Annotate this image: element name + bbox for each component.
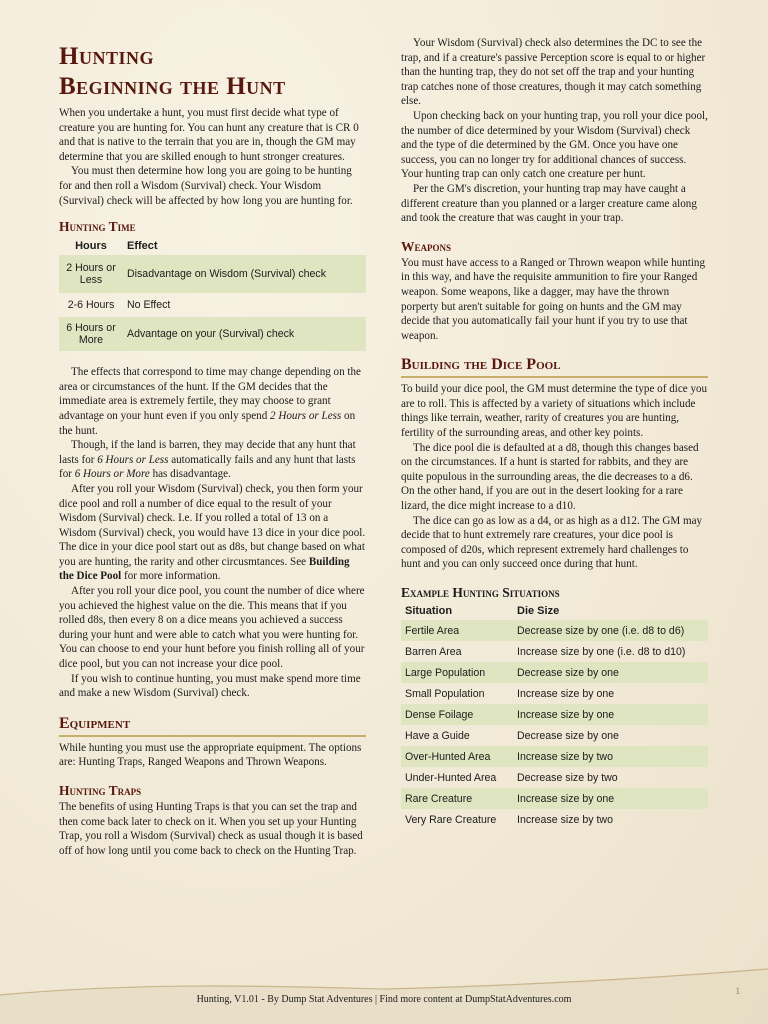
table-row xyxy=(401,809,708,830)
situation-cell: Dense Foilage xyxy=(401,704,513,725)
die-cell: Increase size by one (i.e. d8 to d10) xyxy=(517,645,686,658)
situation-cell: Under-Hunted Area xyxy=(405,771,497,784)
equipment-heading: Equipment xyxy=(59,714,366,737)
body-paragraph: Though, if the land is barren, they may decide that any hunt that lasts for 6 Hours or Less automatically fails and any hunt that lasts for 6 Hours or More has disadvantage. xyxy=(59,439,356,481)
situation-cell: Small Population xyxy=(405,687,485,700)
situation-cell: Over-Hunted Area xyxy=(401,746,513,767)
hours-cell: 2-6 Hours xyxy=(67,299,115,312)
effect-cell: No Effect xyxy=(127,299,171,312)
column-header-die-size: Die Size xyxy=(517,605,560,617)
hours-cell: 2 Hours or Less xyxy=(59,255,123,293)
situation-cell: Rare Creature xyxy=(401,788,513,809)
dice-pool-heading: Building the Dice Pool xyxy=(401,355,708,378)
dice-pool-paragraph: The dice can go as low as a d4, or as high as a d12. The GM may decide that to hunt extremely rare creatures, your dice pool is composed of d20s, which represent extremely hard challenges to hunt and you can only succeed once during that hunt. xyxy=(401,514,703,571)
table-row xyxy=(401,725,708,746)
left-column xyxy=(59,38,366,858)
hunting-time-table xyxy=(59,237,366,351)
table-row xyxy=(59,293,366,317)
effect-cell: Disadvantage on Wisdom (Survival) check xyxy=(123,255,366,293)
die-cell: Increase size by one xyxy=(513,704,708,725)
die-cell: Increase size by one xyxy=(517,687,615,700)
column-header-effect: Effect xyxy=(127,240,158,253)
die-cell: Decrease size by one xyxy=(513,662,708,683)
die-cell: Decrease size by two xyxy=(517,771,618,784)
body-paragraph: The effects that correspond to time may change depending on the area or circumstances of the hunt. If the GM decides that the immediate area is extremely fertile, they may choose to grant advantage on your hunt even if you only spend 2 Hours or Less on the hunt. xyxy=(59,366,361,437)
situation-cell: Fertile Area xyxy=(401,620,513,641)
traps-paragraph: The benefits of using Hunting Traps is that you can set the trap and then come back later to check on it. When you set up your Hunting Trap, you roll a Wisdom (Survival) check as usual though it is based off of how long until you come back to check on the Hunting Trap. xyxy=(59,801,363,857)
table-row xyxy=(401,662,708,683)
die-cell: Increase size by two xyxy=(513,746,708,767)
traps-paragraph: Your Wisdom (Survival) check also determines the DC to see the trap, and if a creature's passive Perception score is equal to or higher than the hunting trap, they do not set off the trap and your hunting trap catches none of those creatures, though it may catch something else. xyxy=(401,37,706,108)
die-cell: Increase size by one xyxy=(513,788,708,809)
table-row xyxy=(401,620,708,641)
hours-cell: 6 Hours or More xyxy=(59,317,123,351)
dice-pool-paragraph: To build your dice pool, the GM must determine the type of dice you are to roll. This is affected by a variety of situations which include things like terrain, weather, rarity of creatures you are hunting, fertility of the surrounding areas, and other key points. xyxy=(401,383,708,440)
column-header-hours: Hours xyxy=(75,240,107,253)
traps-paragraph: Upon checking back on your hunting trap, you roll your dice pool, the number of dice determined by your Wisdom (Survival) check and the type of die determined by the GM. Once you have one success, you can no longer try for additional chances of success. Your hunting trap can only catch one creature per hunt. xyxy=(401,109,708,181)
traps-paragraph: Per the GM's discretion, your hunting trap may have caught a different creature than you planned or a larger creature came along and took the creature that was caught in your trap. xyxy=(401,182,697,225)
weapons-heading: Weapons xyxy=(401,238,452,254)
table-row xyxy=(401,641,708,662)
section-title-beginning: Beginning the Hunt xyxy=(59,73,286,100)
die-cell: Increase size by two xyxy=(517,813,613,826)
body-paragraph: If you wish to continue hunting, you must make spend more time and make a new Wisdom (Survival) check. xyxy=(59,672,361,700)
table-row xyxy=(401,746,708,767)
page-footer: Hunting, V1.01 - By Dump Stat Adventures | Find more content at DumpStatAdventures.com xyxy=(196,994,572,1005)
dice-pool-paragraph: The dice pool die is defaulted at a d8, though this changes based on the circumstances. If a hunt is started for rabbits, and they are quite populous in the surrounding areas, the die decreases to a d6. On the other hand, if you are out in the desert looking for a rare lizard, the dice might increase to a d10. xyxy=(401,441,699,513)
table-row xyxy=(401,767,708,788)
table-row xyxy=(59,255,366,293)
hunting-time-heading: Hunting Time xyxy=(59,219,136,235)
page-title: Hunting xyxy=(59,43,154,70)
situations-table xyxy=(401,602,708,830)
intro-paragraph: You must then determine how long you are going to be hunting for and then roll a Wisdom (Survival) check. Your Wisdom (Survival) check will be affected by how long you are hunting for. xyxy=(59,165,353,207)
situation-cell: Very Rare Creature xyxy=(405,813,497,826)
table-row xyxy=(401,704,708,725)
weapons-paragraph: You must have access to a Ranged or Thrown weapon while hunting in this way, and have the requisite ammunition to fire your Ranged weapon. Some weapons, like a dagger, may have the thrown porperty but aren't suitable for going on hunts and the GM may decide that you automatically fail your hunt if you try to use that weapon. xyxy=(401,256,705,342)
footer-decoration xyxy=(0,955,768,1024)
situation-cell: Large Population xyxy=(401,662,513,683)
table-row xyxy=(401,788,708,809)
right-column xyxy=(401,36,708,830)
dice-pool-reference: Building the Dice Pool xyxy=(59,555,350,583)
die-cell: Decrease size by one xyxy=(517,729,619,742)
body-paragraph: After you roll your dice pool, you count the number of dice where you achieved the highest value on the die. This means that if you rolled d8s, then every 8 on a dice means you achieved a success during your hunt and were able to catch what you were hunting for. You can choose to end your hunt before you finish rolling all of your dice pool, but you can not increase your dice pool. xyxy=(59,585,365,671)
situation-cell: Barren Area xyxy=(405,645,462,658)
table-row xyxy=(401,683,708,704)
intro-paragraph: When you undertake a hunt, you must first decide what type of creature you are hunting for. You can hunt any creature that is CR 0 and that is native to the terrain that you are in, though the GM may determine that you are skilled enough to hunt stronger creatures. xyxy=(59,107,359,163)
equipment-paragraph: While hunting you must use the appropriate equipment. The options are: Hunting Traps, Ranged Weapons and Thrown Weapons. xyxy=(59,741,362,769)
effect-cell: Advantage on your (Survival) check xyxy=(123,317,366,351)
body-paragraph: After you roll your Wisdom (Survival) check, you then form your dice pool and roll a number of dice equal to the result of your Wisdom (Survival) check. I.e. If you rolled a total of 13 on a Wisdom (Survival) check, you would have 13 dice in your dice pool. The dice in your dice pool start out as d8s, but change based on what you are hunting, the rarity and other circusmtances. See Building the Dice Pool for more information. xyxy=(59,482,366,583)
table-row xyxy=(59,317,366,351)
hunting-traps-heading: Hunting Traps xyxy=(59,783,142,798)
column-header-situation: Situation xyxy=(405,605,453,617)
die-cell: Decrease size by one (i.e. d8 to d6) xyxy=(513,620,708,641)
page-number: 1 xyxy=(735,986,740,996)
situation-cell: Have a Guide xyxy=(405,729,470,742)
situations-heading: Example Hunting Situations xyxy=(401,585,560,600)
